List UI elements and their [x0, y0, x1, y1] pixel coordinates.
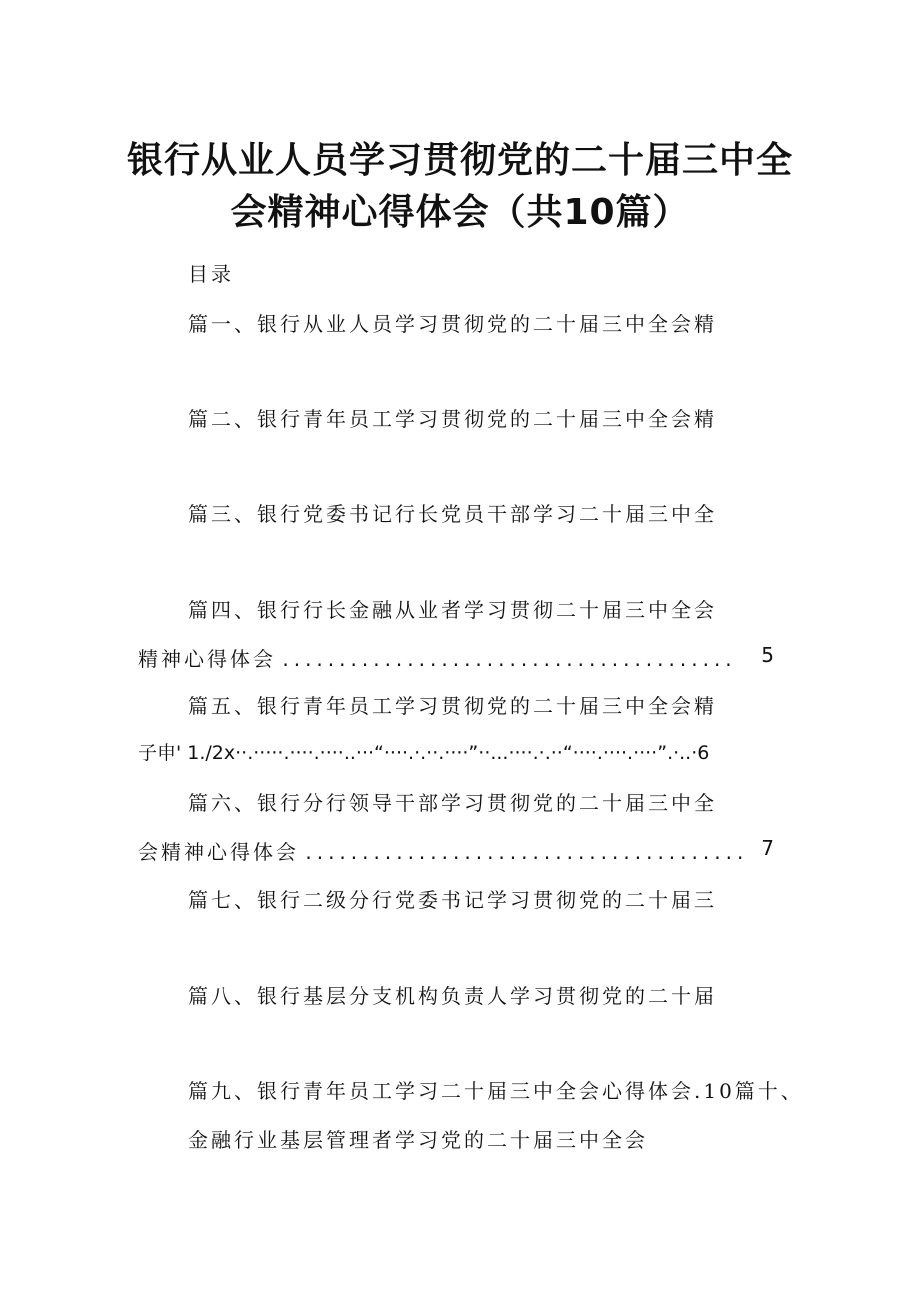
toc-entry-6-page: 7 [761, 836, 774, 860]
toc-entry-4-continuation[interactable] [138, 643, 774, 672]
toc-entry-4[interactable]: 篇四、银行行长金融从业者学习贯彻二十届三中全会 [188, 598, 717, 622]
toc-entry-4-text: 精神心得体会 [138, 647, 276, 671]
toc-entry-6[interactable]: 篇六、银行分行领导干部学习贯彻党的二十届三中全 [188, 791, 717, 815]
toc-entry-5[interactable]: 篇五、银行青年员工学习贯彻党的二十届三中全会精 [188, 694, 717, 718]
document-title-line-2: 会精神心得体会（共10篇） [230, 192, 690, 233]
toc-entry-4-page: 5 [761, 643, 774, 667]
toc-entry-9[interactable]: 篇九、银行青年员工学习二十届三中全会心得体会.10篇十、 [188, 1079, 804, 1103]
document-title-line-1: 银行从业人员学习贯彻党的二十届三中全 [126, 140, 793, 181]
toc-entry-8[interactable]: 篇八、银行基层分支机构负责人学习贯彻党的二十届 [188, 984, 717, 1008]
toc-entry-3[interactable]: 篇三、银行党委书记行长党员干部学习二十届三中全 [188, 502, 717, 526]
toc-entry-1[interactable]: 篇一、银行从业人员学习贯彻党的二十届三中全会精 [188, 312, 717, 336]
toc-entry-10[interactable]: 金融行业基层管理者学习党的二十届三中全会 [188, 1128, 648, 1152]
toc-heading: 目录 [188, 262, 234, 286]
toc-entry-6-text: 会精神心得体会 [138, 840, 299, 864]
toc-entry-6-continuation[interactable] [138, 836, 774, 865]
toc-entry-7[interactable]: 篇七、银行二级分行党委书记学习贯彻党的二十届三 [188, 888, 717, 912]
toc-entry-2[interactable]: 篇二、银行青年员工学习贯彻党的二十届三中全会精 [188, 407, 717, 431]
toc-entry-4-leader: ........................................ [282, 647, 737, 671]
toc-entry-6-leader: ....................................... [305, 840, 749, 864]
toc-entry-5-continuation[interactable]: 子申' 1./2x··.·····.····.····..···“····.·.··.····”··...····.·.··“····.····.····”.·..·6 [138, 742, 710, 764]
